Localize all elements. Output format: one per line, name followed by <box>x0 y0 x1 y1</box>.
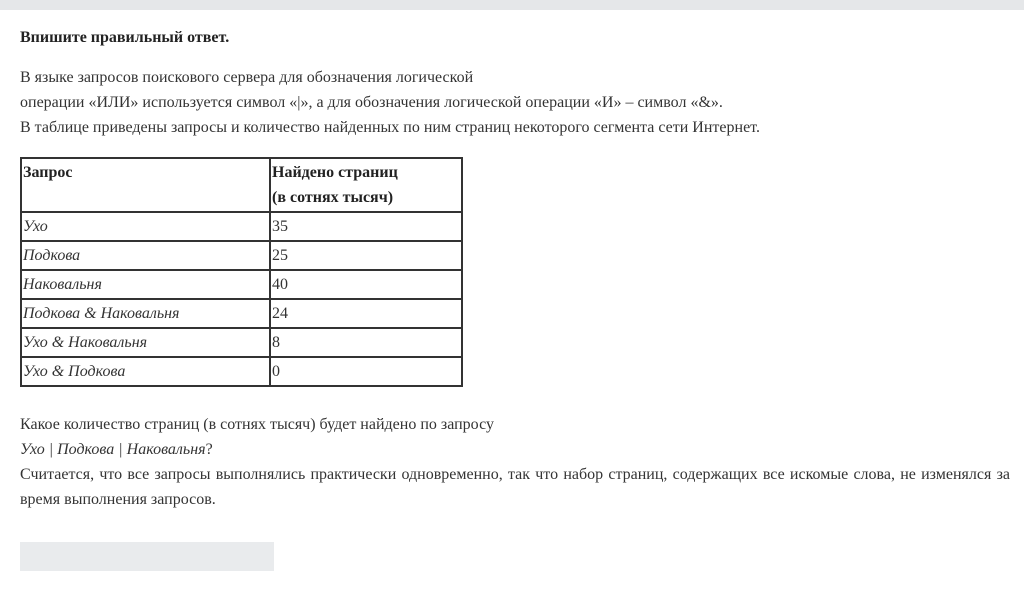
row-count: 40 <box>270 270 462 299</box>
question-query-line <box>20 437 1010 462</box>
table-row <box>21 270 462 299</box>
table-row <box>21 357 462 386</box>
table-row <box>21 328 462 357</box>
question <box>20 412 1010 512</box>
table-header-row <box>21 158 462 212</box>
question-line-1: Какое количество страниц (в сотнях тысяч) будет найдено по запросу <box>20 416 494 433</box>
question-query: Ухо | Подкова | Наковальня <box>20 441 206 458</box>
question-mark: ? <box>205 441 213 458</box>
query-table <box>20 157 463 387</box>
header-found-line-2: (в сотнях тысяч) <box>272 189 394 206</box>
task-instruction: Впишите правильный ответ. <box>20 29 230 46</box>
top-bar <box>0 0 1024 10</box>
header-found <box>270 158 462 212</box>
table-row <box>21 212 462 241</box>
intro-line-2: операции «ИЛИ» используется символ «|», а для обозначения логической операции «И» – символ «&». <box>20 94 723 111</box>
row-query: Наковальня <box>21 270 270 299</box>
row-count: 8 <box>270 328 462 357</box>
table-row <box>21 241 462 270</box>
header-found-line-1: Найдено страниц <box>272 164 398 181</box>
row-count: 0 <box>270 357 462 386</box>
row-query: Подкова <box>21 241 270 270</box>
answer-input[interactable] <box>20 542 274 571</box>
task-intro <box>20 65 1010 140</box>
row-query: Подкова & Наковальня <box>21 299 270 328</box>
intro-line-3: В таблице приведены запросы и количество найденных по ним страниц некоторого сегмента сети Интернет. <box>20 119 760 136</box>
row-count: 35 <box>270 212 462 241</box>
row-query: Ухо & Подкова <box>21 357 270 386</box>
row-count: 25 <box>270 241 462 270</box>
task-content <box>20 25 1010 512</box>
row-count: 24 <box>270 299 462 328</box>
question-note: Считается, что все запросы выполнялись практически одновременно, так что набор страниц, содержащих все искомые слова, не изменялся за время выполнения запросов. <box>20 466 1010 508</box>
table-row <box>21 299 462 328</box>
header-query: Запрос <box>21 158 270 212</box>
intro-line-1: В языке запросов поискового сервера для обозначения логической <box>20 69 474 86</box>
row-query: Ухо & Наковальня <box>21 328 270 357</box>
row-query: Ухо <box>21 212 270 241</box>
